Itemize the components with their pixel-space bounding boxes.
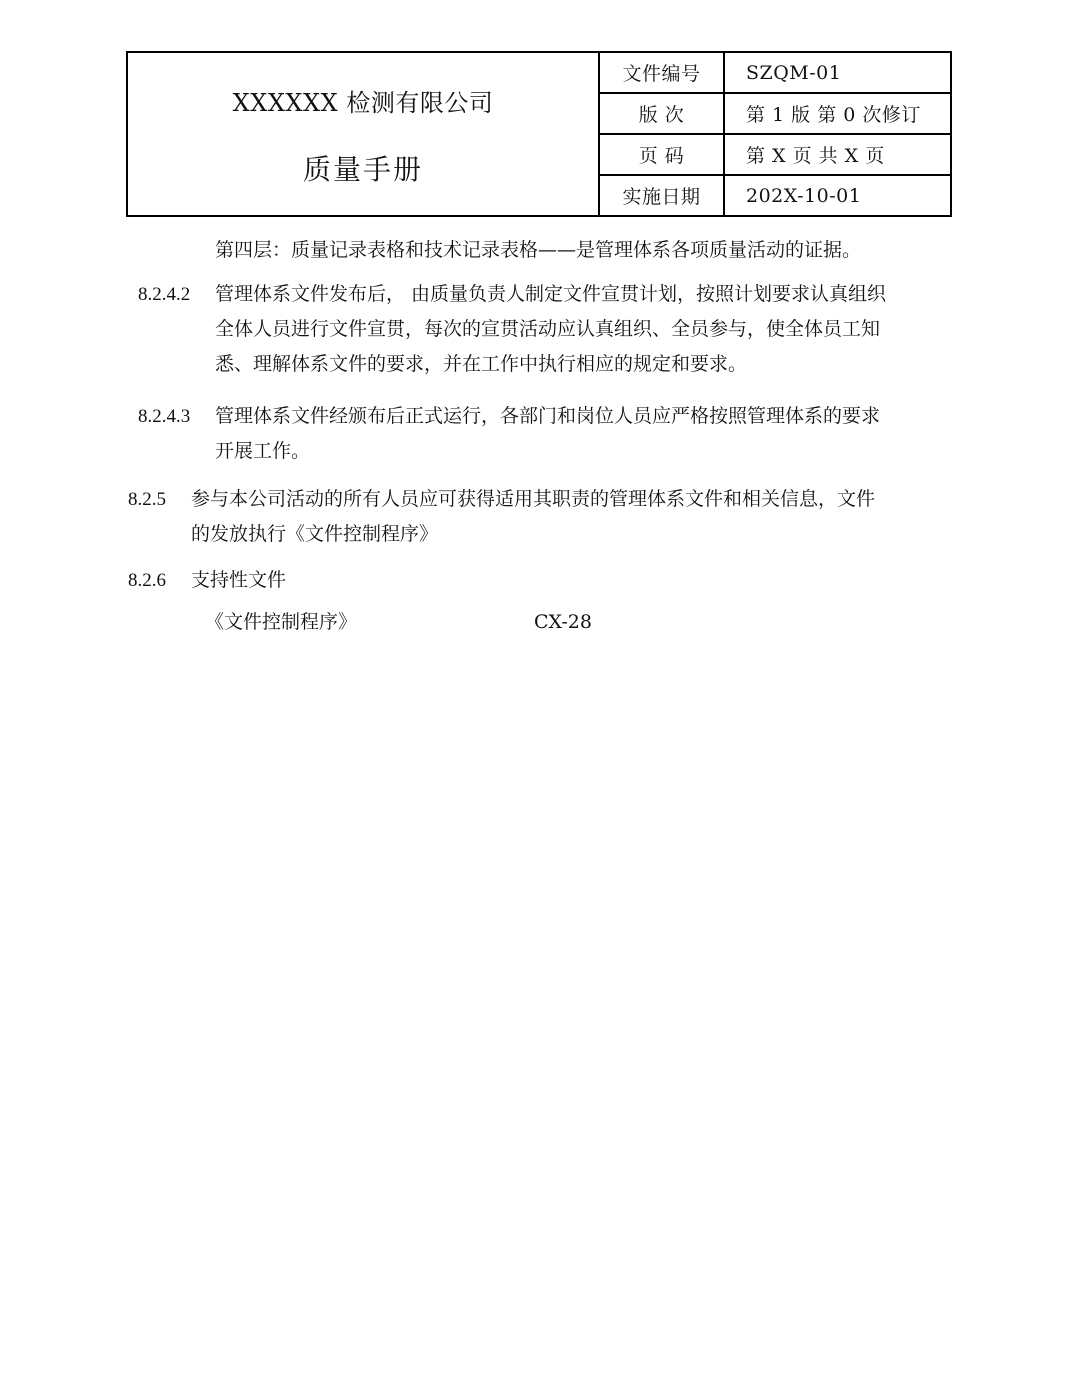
page-number-label: 页 码 (599, 134, 724, 175)
supporting-doc-name: 《文件控制程序》 (205, 611, 358, 633)
company-title-cell (127, 52, 599, 216)
layer4-paragraph: 第四层：质量记录表格和技术记录表格——是管理体系各项质量活动的证据。 (215, 239, 862, 261)
section-8-2-4-2-number: 8.2.4.2 (138, 284, 191, 305)
company-name: XXXXXX 检测有限公司 (232, 88, 494, 117)
section-8-2-6-number: 8.2.6 (128, 570, 166, 591)
section-8-2-4-3-line: 管理体系文件经颁布后正式运行，各部门和岗位人员应严格按照管理体系的要求 (215, 405, 881, 427)
section-8-2-4-3-number: 8.2.4.3 (138, 406, 191, 427)
manual-title: 质量手册 (302, 152, 423, 186)
section-8-2-4-2-line: 管理体系文件发布后， 由质量负责人制定文件宣贯计划，按照计划要求认真组织 (215, 283, 887, 305)
section-8-2-5-text (191, 482, 955, 552)
section-8-2-5-line: 的发放执行《文件控制程序》 (191, 523, 439, 545)
section-8-2-5-line: 参与本公司活动的所有人员应可获得适用其职责的管理体系文件和相关信息，文件 (191, 488, 876, 510)
effective-date-label: 实施日期 (599, 175, 724, 216)
edition-value: 第 1 版 第 0 次修订 (724, 93, 951, 134)
section-8-2-4-3-text (215, 399, 955, 469)
page-number-value: 第 X 页 共 X 页 (724, 134, 951, 175)
section-8-2-4-2-line: 悉、理解体系文件的要求，并在工作中执行相应的规定和要求。 (215, 353, 748, 375)
supporting-doc-code: CX-28 (534, 611, 592, 633)
section-8-2-4-3-line: 开展工作。 (215, 440, 311, 462)
document-header-table (126, 51, 952, 217)
section-8-2-4-2-text (215, 277, 955, 382)
effective-date-value: 202X-10-01 (724, 175, 951, 216)
section-8-2-4-2-line: 全体人员进行文件宣贯，每次的宣贯活动应认真组织、全员参与，使全体员工知 (215, 318, 881, 340)
section-8-2-6-heading: 支持性文件 (191, 569, 287, 591)
doc-number-label: 文件编号 (599, 52, 724, 93)
edition-label: 版 次 (599, 93, 724, 134)
doc-number-value: SZQM-01 (724, 52, 951, 93)
section-8-2-5-number: 8.2.5 (128, 489, 166, 510)
